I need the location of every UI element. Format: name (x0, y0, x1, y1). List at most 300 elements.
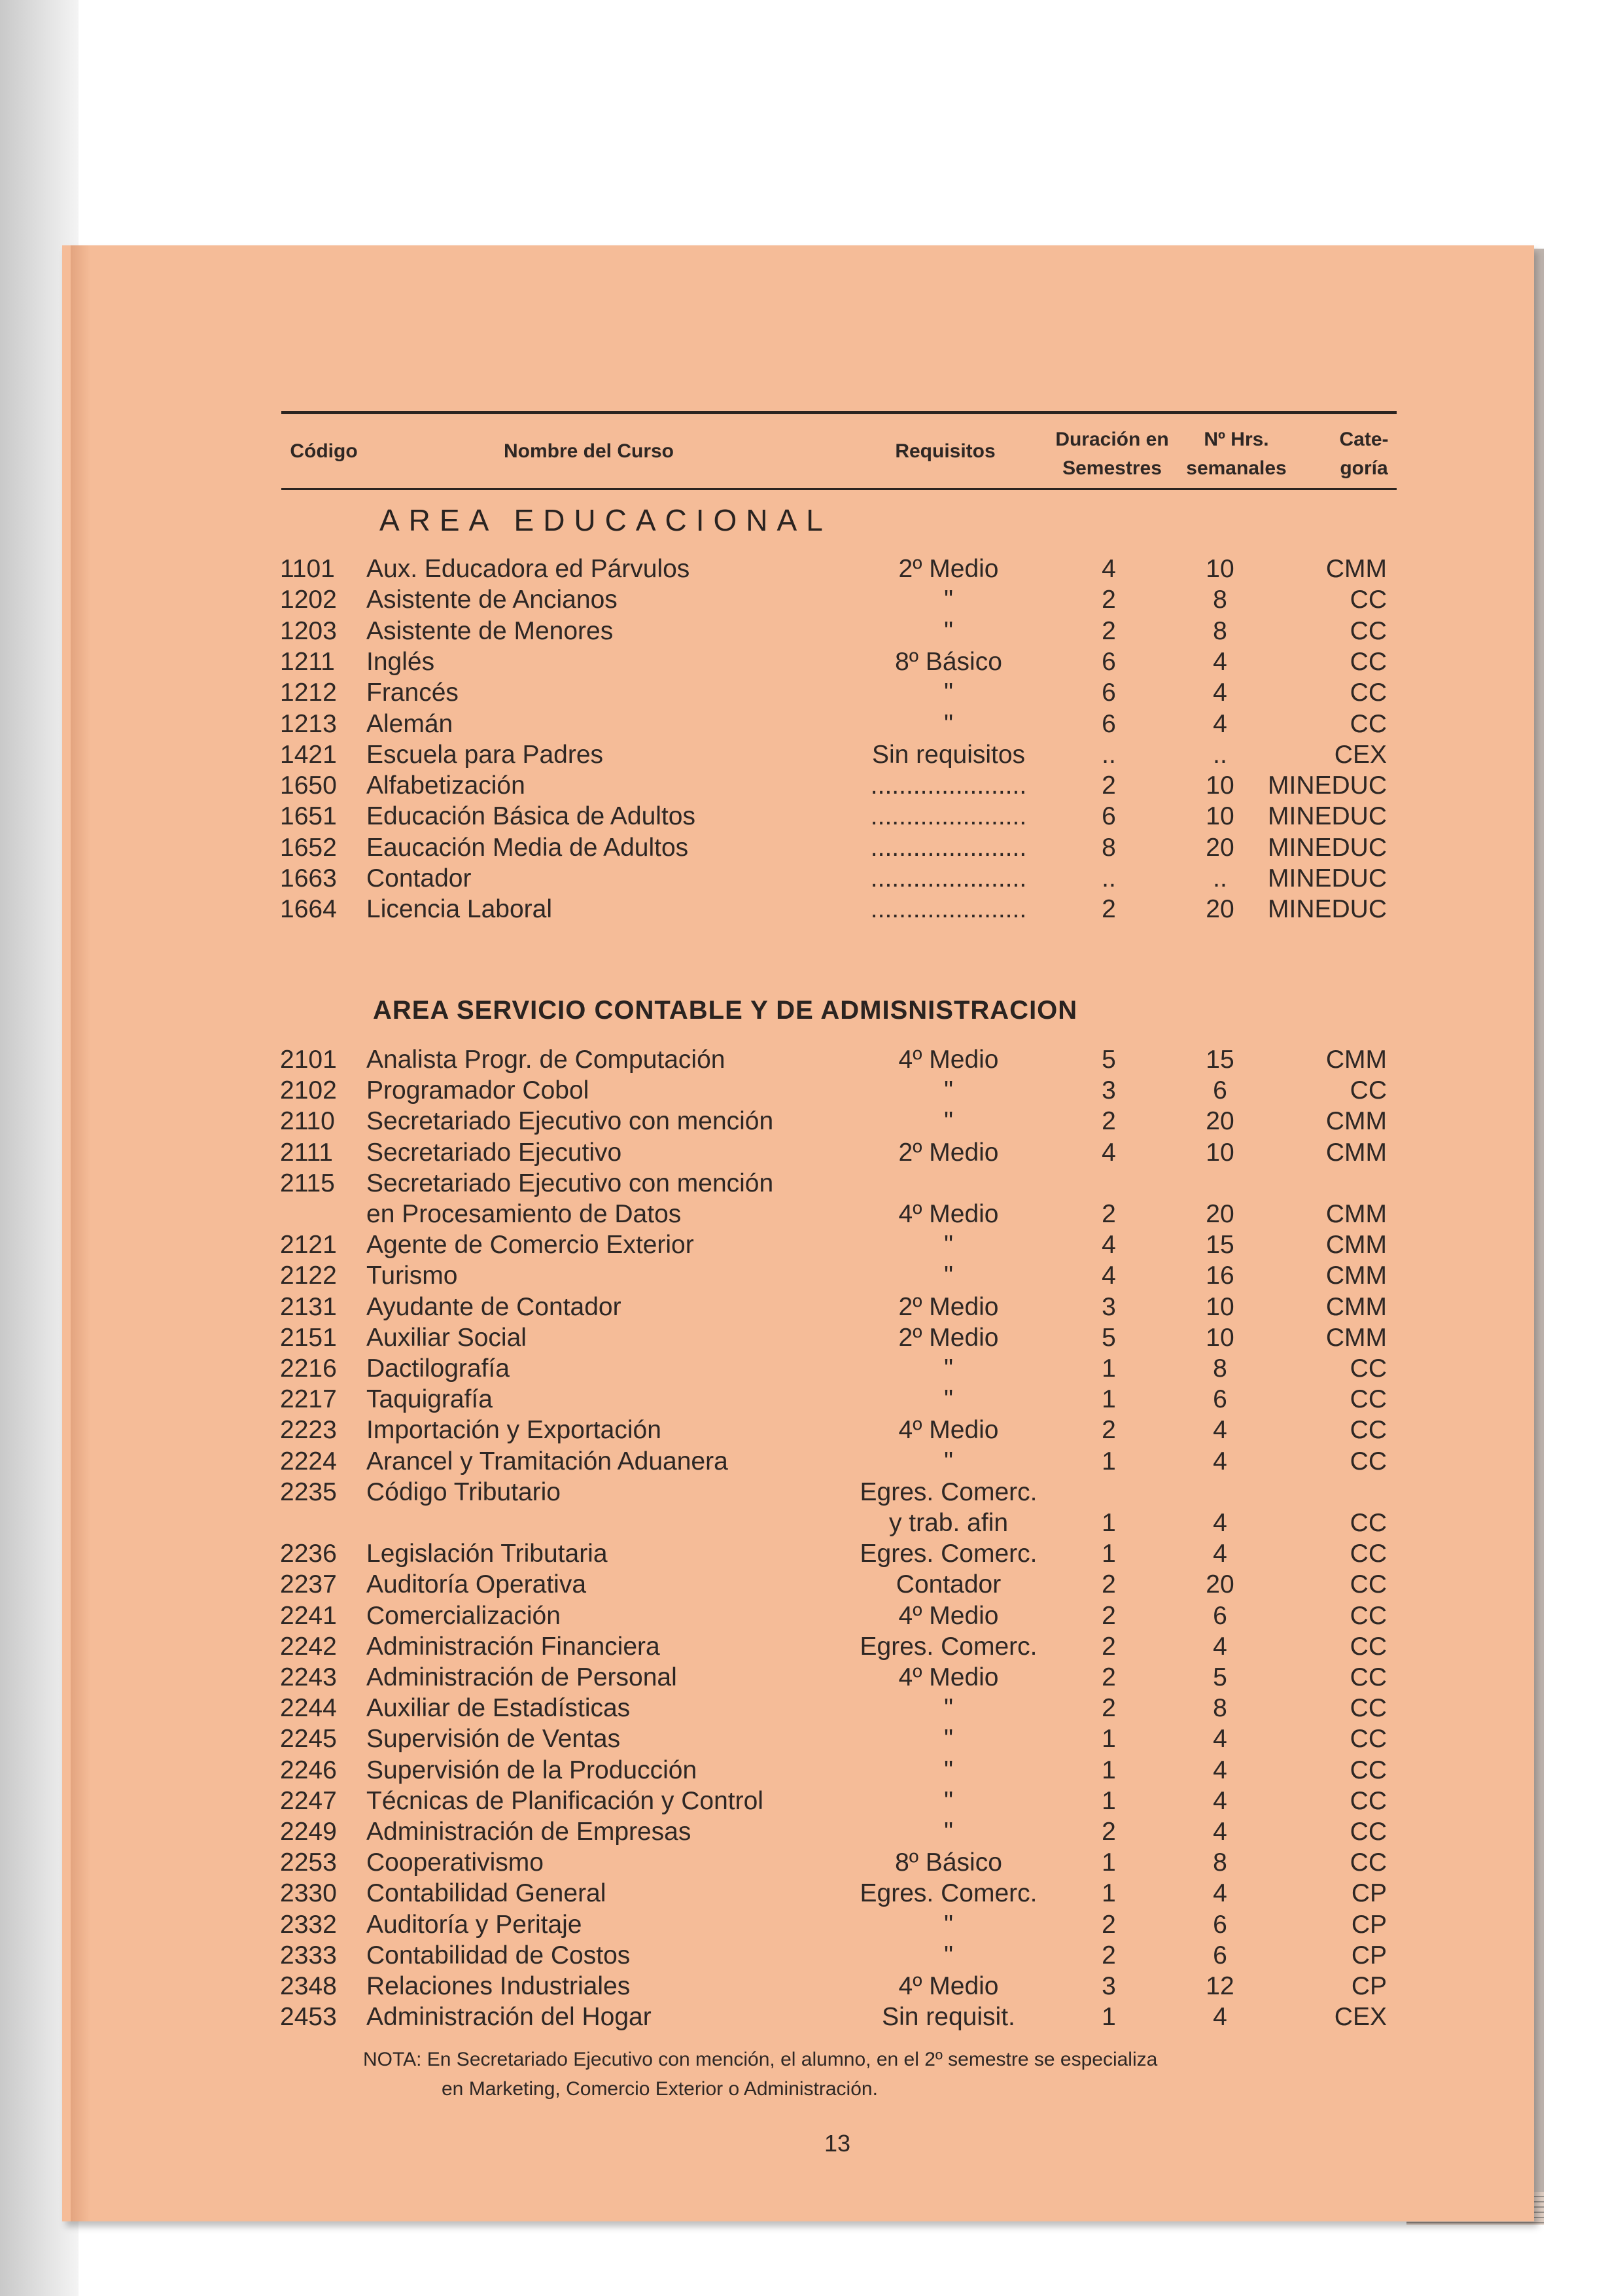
course-category: CC (1350, 709, 1387, 738)
course-name: Contabilidad General (366, 1879, 606, 1908)
table-row (0, 1137, 1623, 1168)
course-requirement: " (944, 1756, 953, 1784)
course-category: CP (1351, 1910, 1387, 1939)
course-category: CC (1350, 1416, 1387, 1445)
course-category: CC (1350, 1570, 1387, 1599)
course-duration: 6 (1102, 679, 1116, 707)
course-requirement: ...................... (870, 895, 1027, 924)
course-name: Administración del Hogar (366, 2003, 652, 2032)
course-code: 2253 (280, 1848, 337, 1877)
course-hours: 8 (1213, 586, 1227, 614)
table-row (0, 1878, 1623, 1909)
course-category: CC (1350, 1540, 1387, 1568)
course-name: Analista Progr. de Computación (366, 1046, 725, 1074)
footnote-line2: en Marketing, Comercio Exterior o Administración. (442, 2078, 878, 2100)
course-category: CEX (1334, 2003, 1387, 2032)
course-duration: 6 (1102, 647, 1116, 676)
table-row (0, 1755, 1623, 1786)
course-hours: 15 (1206, 1046, 1234, 1074)
course-requirement: 4º Medio (898, 1663, 999, 1691)
course-name: Eaucación Media de Adultos (366, 833, 689, 862)
course-category: CMM (1325, 1292, 1387, 1321)
course-category: CC (1350, 1601, 1387, 1630)
course-category: CC (1350, 679, 1387, 707)
course-hours: 8 (1213, 1848, 1227, 1877)
course-duration: 8 (1102, 833, 1116, 862)
course-requirement: 4º Medio (898, 1200, 999, 1228)
course-code: 1211 (280, 647, 335, 676)
course-requirement: " (944, 1694, 953, 1723)
course-code: 2223 (280, 1416, 337, 1445)
course-category: CMM (1325, 1138, 1387, 1167)
course-name: Alemán (366, 709, 453, 738)
course-code: 1212 (280, 679, 337, 707)
course-name: Importación y Exportación (366, 1416, 661, 1445)
course-requirement: 2º Medio (898, 1138, 999, 1167)
course-duration: 2 (1102, 1200, 1116, 1228)
course-name: Secretariado Ejecutivo (366, 1138, 622, 1167)
course-requirement: " (944, 1076, 953, 1105)
course-category: CMM (1325, 1046, 1387, 1074)
course-category: CC (1350, 1848, 1387, 1877)
course-category: CMM (1325, 1107, 1387, 1136)
course-name: Supervisión de Ventas (366, 1725, 621, 1754)
course-name: Comercialización (366, 1601, 561, 1630)
course-requirement: ...................... (870, 864, 1027, 892)
table-row (0, 646, 1623, 677)
course-category: CC (1350, 1725, 1387, 1754)
header-nombre: Nombre del Curso (503, 440, 674, 462)
course-code: 2244 (280, 1694, 337, 1723)
table-header-rule (281, 488, 1397, 490)
table-row (0, 739, 1623, 770)
table-row (0, 1508, 1623, 1538)
course-hours: 15 (1206, 1231, 1234, 1260)
course-category: CC (1350, 647, 1387, 676)
course-requirement: " (944, 586, 953, 614)
course-duration: 2 (1102, 895, 1116, 924)
course-code: 2246 (280, 1756, 337, 1784)
course-hours: 4 (1213, 1725, 1227, 1754)
course-hours: 4 (1213, 679, 1227, 707)
course-hours: 4 (1213, 1756, 1227, 1784)
header-hrs-line1: Nº Hrs. (1204, 429, 1269, 450)
course-duration: 6 (1102, 802, 1116, 831)
course-hours: 4 (1213, 709, 1227, 738)
course-code: 1202 (280, 586, 337, 614)
course-hours: 4 (1213, 1879, 1227, 1908)
course-code: 2151 (280, 1323, 337, 1352)
course-name: Asistente de Ancianos (366, 586, 618, 614)
course-requirement: Contador (896, 1570, 1002, 1599)
course-category: CMM (1325, 1262, 1387, 1290)
header-duracion-line1: Duración en (1055, 429, 1169, 450)
course-duration: 2 (1102, 586, 1116, 614)
table-row (0, 1260, 1623, 1291)
course-requirement: " (944, 1262, 953, 1290)
course-code: 2236 (280, 1540, 337, 1568)
header-duracion-line2: Semestres (1062, 457, 1162, 479)
course-name: Administración Financiera (366, 1632, 660, 1661)
course-category: MINEDUC (1268, 771, 1387, 800)
course-hours: .. (1213, 864, 1227, 892)
course-name: Secretariado Ejecutivo con mención (366, 1169, 774, 1197)
course-hours: 20 (1206, 895, 1234, 924)
table-row (0, 1477, 1623, 1508)
course-name: Legislación Tributaria (366, 1540, 608, 1568)
course-code: 2101 (280, 1046, 337, 1074)
course-requirement: " (944, 616, 953, 645)
table-row (0, 1292, 1623, 1322)
course-code: 2333 (280, 1941, 337, 1969)
table-row (0, 1229, 1623, 1260)
course-duration: 2 (1102, 1941, 1116, 1969)
course-name: Administración de Empresas (366, 1818, 691, 1846)
table-row (0, 1384, 1623, 1415)
course-requirement: " (944, 1910, 953, 1939)
course-hours: 20 (1206, 833, 1234, 862)
course-name: Auditoría y Peritaje (366, 1910, 582, 1939)
course-duration: 1 (1102, 1447, 1116, 1475)
table-row (0, 1909, 1623, 1940)
course-requirement: " (944, 1385, 953, 1414)
course-requirement: y trab. afin (888, 1509, 1009, 1537)
course-requirement: " (944, 1786, 953, 1815)
course-requirement: " (944, 1818, 953, 1846)
course-code: 2245 (280, 1725, 337, 1754)
course-category: MINEDUC (1268, 833, 1387, 862)
course-code: 1651 (280, 802, 337, 831)
table-row (0, 1044, 1623, 1075)
course-code: 2102 (280, 1076, 337, 1105)
course-category: CC (1350, 1509, 1387, 1537)
table-top-rule (281, 411, 1397, 414)
footnote-line1: NOTA: En Secretariado Ejecutivo con mención, el alumno, en el 2º semestre se especializa (363, 2049, 1158, 2070)
course-requirement: 4º Medio (898, 1046, 999, 1074)
course-hours: 8 (1213, 1694, 1227, 1723)
course-category: CC (1350, 586, 1387, 614)
course-code: 1663 (280, 864, 337, 892)
course-code: 2235 (280, 1477, 337, 1506)
header-categoria-line1: Cate- (1339, 429, 1389, 450)
table-row (0, 1569, 1623, 1600)
course-category: CC (1350, 1447, 1387, 1475)
header-categoria (1315, 425, 1413, 483)
table-row (0, 1631, 1623, 1662)
table-row (0, 801, 1623, 832)
course-name: Taquigrafía (366, 1385, 493, 1414)
course-category: CMM (1325, 1231, 1387, 1260)
course-code: 1213 (280, 709, 337, 738)
course-category: CC (1350, 1076, 1387, 1105)
table-row (0, 1940, 1623, 1971)
course-code: 1421 (280, 740, 337, 769)
table-row (0, 770, 1623, 801)
course-code: 2241 (280, 1601, 337, 1630)
course-code: 2110 (280, 1107, 335, 1136)
course-requirement: " (944, 709, 953, 738)
table-row (0, 1847, 1623, 1878)
course-requirement: Egres. Comerc. (860, 1879, 1038, 1908)
course-name: Dactilografía (366, 1354, 510, 1383)
course-code: 2348 (280, 1972, 337, 2000)
table-row (0, 1816, 1623, 1847)
course-category: CMM (1325, 555, 1387, 583)
course-duration: 2 (1102, 616, 1116, 645)
course-hours: 8 (1213, 616, 1227, 645)
header-codigo: Código (290, 440, 358, 462)
course-hours: 20 (1206, 1107, 1234, 1136)
course-name: Programador Cobol (366, 1076, 589, 1105)
course-name: Código Tributario (366, 1477, 561, 1506)
course-name: Francés (366, 679, 459, 707)
course-duration: 5 (1102, 1046, 1116, 1074)
course-name: Licencia Laboral (366, 895, 553, 924)
table-row (0, 1662, 1623, 1693)
course-name: Auxiliar de Estadísticas (366, 1694, 631, 1723)
course-hours: 6 (1213, 1910, 1227, 1939)
course-duration: 2 (1102, 1632, 1116, 1661)
course-name: Aux. Educadora ed Párvulos (366, 555, 690, 583)
course-name: Inglés (366, 647, 435, 676)
course-requirement: 8º Básico (895, 1848, 1002, 1877)
course-name: Ayudante de Contador (366, 1292, 621, 1321)
course-name: Supervisión de la Producción (366, 1756, 697, 1784)
course-name: Agente de Comercio Exterior (366, 1231, 694, 1260)
table-row (0, 616, 1623, 646)
course-duration: 2 (1102, 1601, 1116, 1630)
course-duration: 1 (1102, 1879, 1116, 1908)
course-requirement: 2º Medio (898, 1323, 999, 1352)
course-category: CEX (1334, 740, 1387, 769)
table-row (0, 1446, 1623, 1477)
course-duration: 2 (1102, 1663, 1116, 1691)
course-name: Secretariado Ejecutivo con mención (366, 1107, 774, 1136)
course-requirement: Sin requisit. (882, 2003, 1015, 2032)
course-category: CC (1350, 1756, 1387, 1784)
course-code: 2217 (280, 1385, 337, 1414)
course-requirement: " (944, 1941, 953, 1969)
table-row (0, 1168, 1623, 1199)
course-hours: 10 (1206, 802, 1234, 831)
area-educacional-title: AREA EDUCACIONAL (379, 503, 832, 537)
course-hours: 6 (1213, 1076, 1227, 1105)
table-row (0, 677, 1623, 708)
table-row (0, 1415, 1623, 1445)
course-duration: 2 (1102, 1694, 1116, 1723)
course-hours: 20 (1206, 1570, 1234, 1599)
header-hrs-line2: semanales (1186, 457, 1287, 479)
course-code: 1664 (280, 895, 337, 924)
course-duration: .. (1102, 740, 1116, 769)
course-requirement: Egres. Comerc. (860, 1632, 1038, 1661)
course-code: 2131 (280, 1292, 337, 1321)
course-code: 2243 (280, 1663, 337, 1691)
table-row (0, 1199, 1623, 1229)
table-row (0, 1075, 1623, 1106)
table-row (0, 894, 1623, 925)
table-row (0, 1106, 1623, 1137)
course-duration: 4 (1102, 1138, 1116, 1167)
course-category: CMM (1325, 1323, 1387, 1352)
course-requirement: ...................... (870, 833, 1027, 862)
course-code: 2115 (280, 1169, 335, 1197)
course-hours: 20 (1206, 1200, 1234, 1228)
course-code: 2330 (280, 1879, 337, 1908)
course-requirement: " (944, 679, 953, 707)
course-hours: 4 (1213, 647, 1227, 676)
header-hrs (1178, 425, 1295, 483)
course-duration: 2 (1102, 1910, 1116, 1939)
course-name: Cooperativismo (366, 1848, 544, 1877)
table-row (0, 709, 1623, 739)
course-category: CC (1350, 1385, 1387, 1414)
course-duration: 1 (1102, 1540, 1116, 1568)
course-requirement: " (944, 1725, 953, 1754)
course-duration: 1 (1102, 1385, 1116, 1414)
course-duration: 3 (1102, 1972, 1116, 2000)
course-requirement: " (944, 1231, 953, 1260)
course-name: Relaciones Industriales (366, 1972, 631, 2000)
course-hours: 16 (1206, 1262, 1234, 1290)
course-code: 2332 (280, 1910, 337, 1939)
course-hours: 4 (1213, 1818, 1227, 1846)
course-name: en Procesamiento de Datos (366, 1200, 682, 1228)
table-row (0, 1971, 1623, 2002)
header-categoria-line2: goría (1340, 457, 1388, 479)
course-code: 1203 (280, 616, 337, 645)
table-row (0, 1600, 1623, 1631)
course-category: CC (1350, 1694, 1387, 1723)
course-name: Técnicas de Planificación y Control (366, 1786, 763, 1815)
course-hours: 4 (1213, 1509, 1227, 1537)
course-requirement: " (944, 1447, 953, 1475)
course-code: 2237 (280, 1570, 337, 1599)
course-requirement: " (944, 1107, 953, 1136)
course-code: 1101 (280, 555, 335, 583)
course-duration: 1 (1102, 2003, 1116, 2032)
course-hours: 6 (1213, 1941, 1227, 1969)
course-duration: 2 (1102, 1570, 1116, 1599)
course-duration: 4 (1102, 1262, 1116, 1290)
course-duration: 1 (1102, 1756, 1116, 1784)
course-requirement: 2º Medio (898, 555, 999, 583)
page-number: 13 (824, 2130, 851, 2157)
table-row (0, 1322, 1623, 1353)
course-hours: 10 (1206, 555, 1234, 583)
course-hours: 4 (1213, 1786, 1227, 1815)
course-hours: 4 (1213, 1416, 1227, 1445)
course-hours: 5 (1213, 1663, 1227, 1691)
course-requirement: Egres. Comerc. (860, 1477, 1038, 1506)
course-code: 2224 (280, 1447, 337, 1475)
course-duration: 1 (1102, 1848, 1116, 1877)
course-requirement: " (944, 1354, 953, 1383)
course-name: Auditoría Operativa (366, 1570, 587, 1599)
course-duration: 4 (1102, 555, 1116, 583)
course-category: CC (1350, 1818, 1387, 1846)
table-row (0, 1353, 1623, 1384)
course-duration: 6 (1102, 709, 1116, 738)
course-hours: 10 (1206, 1292, 1234, 1321)
course-category: CP (1351, 1972, 1387, 2000)
table-row (0, 832, 1623, 863)
course-requirement: Egres. Comerc. (860, 1540, 1038, 1568)
course-requirement: Sin requisitos (871, 740, 1026, 769)
course-category: CC (1350, 1354, 1387, 1383)
course-code: 1652 (280, 833, 337, 862)
course-name: Contabilidad de Costos (366, 1941, 631, 1969)
course-hours: 12 (1206, 1972, 1234, 2000)
course-code: 2121 (280, 1231, 337, 1260)
course-duration: 2 (1102, 1416, 1116, 1445)
course-hours: 4 (1213, 1447, 1227, 1475)
course-category: CMM (1325, 1200, 1387, 1228)
course-hours: 6 (1213, 1601, 1227, 1630)
course-hours: 10 (1206, 771, 1234, 800)
table-row (0, 1786, 1623, 1816)
course-duration: 1 (1102, 1509, 1116, 1537)
course-category: CC (1350, 1632, 1387, 1661)
table-row (0, 863, 1623, 894)
course-duration: 4 (1102, 1231, 1116, 1260)
course-name: Educación Básica de Adultos (366, 802, 696, 831)
course-hours: 4 (1213, 1632, 1227, 1661)
course-duration: 2 (1102, 1818, 1116, 1846)
footnote (363, 2045, 1410, 2104)
course-hours: 6 (1213, 1385, 1227, 1414)
course-duration: 2 (1102, 1107, 1116, 1136)
table-row (0, 584, 1623, 615)
course-code: 2122 (280, 1262, 337, 1290)
course-category: CP (1351, 1941, 1387, 1969)
course-requirement: ...................... (870, 771, 1027, 800)
course-code: 1650 (280, 771, 337, 800)
header-duracion (1034, 425, 1191, 483)
course-name: Auxiliar Social (366, 1323, 527, 1352)
course-category: CC (1350, 616, 1387, 645)
table-row (0, 554, 1623, 584)
course-duration: 3 (1102, 1292, 1116, 1321)
course-category: CC (1350, 1663, 1387, 1691)
course-category: CC (1350, 1786, 1387, 1815)
course-code: 2216 (280, 1354, 337, 1383)
course-hours: 10 (1206, 1323, 1234, 1352)
course-code: 2111 (280, 1138, 333, 1167)
course-requirement: 4º Medio (898, 1601, 999, 1630)
course-hours: .. (1213, 740, 1227, 769)
course-code: 2453 (280, 2003, 337, 2032)
course-code: 2249 (280, 1818, 337, 1846)
course-requirement: 4º Medio (898, 1416, 999, 1445)
area-contable-title: AREA SERVICIO CONTABLE Y DE ADMISNISTRACION (373, 996, 1078, 1025)
table-row (0, 2002, 1623, 2032)
course-requirement: 4º Medio (898, 1972, 999, 2000)
course-hours: 4 (1213, 2003, 1227, 2032)
course-hours: 10 (1206, 1138, 1234, 1167)
course-category: MINEDUC (1268, 864, 1387, 892)
course-hours: 8 (1213, 1354, 1227, 1383)
course-code: 2247 (280, 1786, 337, 1815)
course-duration: 3 (1102, 1076, 1116, 1105)
course-category: MINEDUC (1268, 802, 1387, 831)
course-category: CP (1351, 1879, 1387, 1908)
course-name: Escuela para Padres (366, 740, 604, 769)
course-requirement: 8º Básico (895, 647, 1002, 676)
course-requirement: ...................... (870, 802, 1027, 831)
table-row (0, 1723, 1623, 1754)
header-requisitos: Requisitos (895, 440, 996, 462)
